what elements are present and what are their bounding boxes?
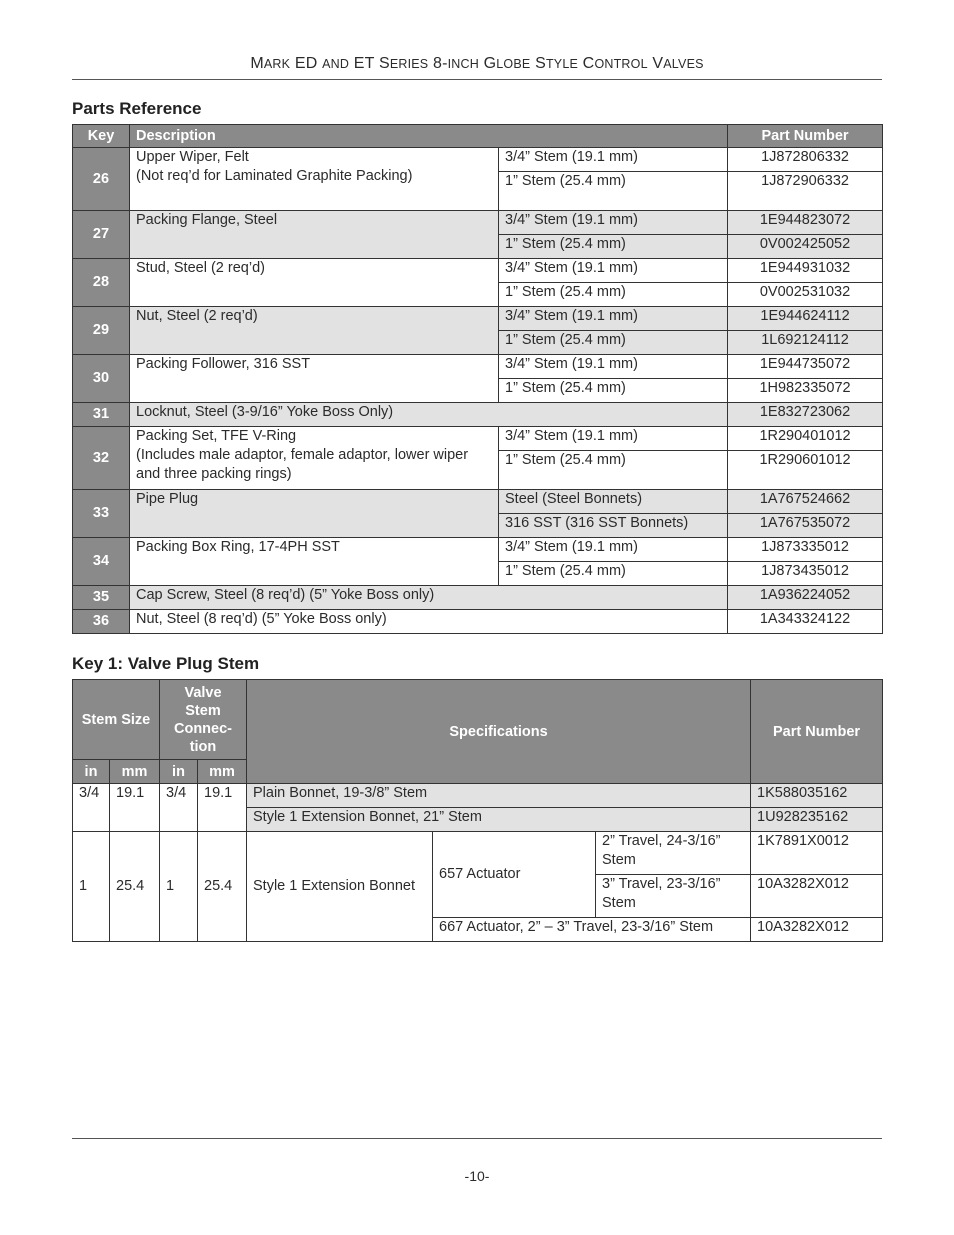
part-number-cell: 1E944735072 (728, 355, 883, 379)
conn-in-cell: 3/4 (160, 784, 198, 832)
key-cell: 28 (73, 259, 130, 307)
header-title-fragment: M (250, 55, 264, 72)
conn-mm-cell: 25.4 (198, 832, 247, 942)
spec-cell: 3/4” Stem (19.1 mm) (499, 355, 728, 379)
part-number-cell: 1A767535072 (728, 514, 883, 538)
stem-mm-cell: 25.4 (110, 832, 160, 942)
header-title-fragment: INCH (447, 57, 479, 71)
description-cell: Packing Set, TFE V-Ring (Includes male adaptor, female adaptor, lower wiper and three packing rings) (130, 427, 499, 490)
key1-title: Key 1: Valve Plug Stem (72, 654, 260, 673)
spec-cell: 3/4” Stem (19.1 mm) (499, 211, 728, 235)
spec-cell: 3/4” Stem (19.1 mm) (499, 307, 728, 331)
parts-row (73, 211, 883, 235)
header-title-fragment: ONTROL (594, 57, 648, 71)
spec-cell: 1” Stem (25.4 mm) (499, 331, 728, 355)
parts-row (73, 490, 883, 514)
description-header: Description (130, 125, 728, 148)
spec-cell: Style 1 Extension Bonnet, 21” Stem (247, 808, 751, 832)
travel-cell: 3” Travel, 23-3/16” Stem (596, 875, 751, 918)
key-cell: 35 (73, 586, 130, 610)
part-number-cell: 0V002531032 (728, 283, 883, 307)
parts-row (73, 610, 883, 634)
spec-cell: 1” Stem (25.4 mm) (499, 451, 728, 490)
header-title-fragment: C (578, 55, 595, 72)
parts-row (73, 586, 883, 610)
stem-size-header: Stem Size (73, 680, 160, 760)
spec-cell: 1” Stem (25.4 mm) (499, 379, 728, 403)
conn-mm-cell: 19.1 (198, 784, 247, 832)
stem-in-header: in (73, 760, 110, 784)
part-number-cell: 1E944931032 (728, 259, 883, 283)
spec-cell: 3/4” Stem (19.1 mm) (499, 427, 728, 451)
description-cell: Stud, Steel (2 req’d) (130, 259, 499, 307)
key-cell: 34 (73, 538, 130, 586)
footer-rule (72, 1138, 882, 1139)
conn-in-header: in (160, 760, 198, 784)
part-number-cell: 1J872806332 (728, 148, 883, 172)
header-title-fragment: ERIES (389, 57, 429, 71)
travel-cell: 2” Travel, 24-3/16” Stem (596, 832, 751, 875)
spec-cell: 1” Stem (25.4 mm) (499, 283, 728, 307)
part-number-cell: 1J873335012 (728, 538, 883, 562)
part-number-cell: 1K588035162 (751, 784, 883, 808)
page-header (72, 55, 882, 73)
description-cell: Upper Wiper, Felt (Not req’d for Laminated Graphite Packing) (130, 148, 499, 211)
header-rule (72, 79, 882, 80)
stem-in-cell: 1 (73, 832, 110, 942)
part-number-cell: 1K7891X0012 (751, 832, 883, 875)
part-number-cell: 1H982335072 (728, 379, 883, 403)
key-cell: 26 (73, 148, 130, 211)
stem-part-number-header: Part Number (751, 680, 883, 784)
spec-cell: Steel (Steel Bonnets) (499, 490, 728, 514)
part-number-cell: 1R290601012 (728, 451, 883, 490)
part-number-cell: 1E944624112 (728, 307, 883, 331)
parts-reference-title: Parts Reference (72, 99, 202, 118)
spec-cell: 316 SST (316 SST Bonnets) (499, 514, 728, 538)
description-cell: Packing Box Ring, 17-4PH SST (130, 538, 499, 586)
stem-row (73, 784, 883, 808)
header-title-fragment: ARK (263, 57, 291, 71)
description-cell: Cap Screw, Steel (8 req’d) (5” Yoke Boss only) (130, 586, 728, 610)
part-number-cell: 1J873435012 (728, 562, 883, 586)
spec-cell: 3/4” Stem (19.1 mm) (499, 538, 728, 562)
description-cell: Nut, Steel (8 req’d) (5” Yoke Boss only) (130, 610, 728, 634)
spec-cell: 1” Stem (25.4 mm) (499, 172, 728, 211)
part-number-cell: 1U928235162 (751, 808, 883, 832)
parts-row (73, 538, 883, 562)
stem-row (73, 832, 883, 875)
part-number-cell: 1L692124112 (728, 331, 883, 355)
spec-cell: 1” Stem (25.4 mm) (499, 235, 728, 259)
header-title-fragment: TYLE (545, 57, 579, 71)
part-number-cell: 1A343324122 (728, 610, 883, 634)
conn-mm-header: mm (198, 760, 247, 784)
key-cell: 27 (73, 211, 130, 259)
part-number-cell: 10A3282X012 (751, 918, 883, 942)
spec-cell: 1” Stem (25.4 mm) (499, 562, 728, 586)
header-title-fragment: V (647, 55, 664, 72)
page-number: -10- (464, 1168, 490, 1184)
actuator-cell: 657 Actuator (433, 832, 596, 918)
description-cell: Packing Follower, 316 SST (130, 355, 499, 403)
key-cell: 36 (73, 610, 130, 634)
spec-cell: Plain Bonnet, 19-3/8” Stem (247, 784, 751, 808)
part-number-cell: 1E832723062 (728, 403, 883, 427)
parts-row (73, 355, 883, 379)
key-header: Key (73, 125, 130, 148)
key-cell: 32 (73, 427, 130, 490)
valve-stem-connection-header: Valve Stem Connec- tion (160, 680, 247, 760)
description-cell: Packing Flange, Steel (130, 211, 499, 259)
part-number-cell: 1E944823072 (728, 211, 883, 235)
header-title-fragment: AND (322, 57, 350, 71)
part-number-cell: 1J872906332 (728, 172, 883, 211)
parts-row (73, 403, 883, 427)
parts-reference-table (72, 124, 883, 634)
parts-row (73, 148, 883, 172)
header-title-fragment: ALVES (663, 57, 704, 71)
stem-mm-header: mm (110, 760, 160, 784)
parts-row (73, 427, 883, 451)
bonnet-cell: Style 1 Extension Bonnet (247, 832, 433, 942)
header-title-fragment: ET S (349, 55, 390, 72)
key-cell: 31 (73, 403, 130, 427)
header-title-fragment: G (478, 55, 497, 72)
spec-cell: 3/4” Stem (19.1 mm) (499, 259, 728, 283)
stem-header-row (73, 680, 883, 760)
description-cell: Nut, Steel (2 req’d) (130, 307, 499, 355)
part-number-cell: 1A767524662 (728, 490, 883, 514)
part-number-cell: 0V002425052 (728, 235, 883, 259)
key-cell: 33 (73, 490, 130, 538)
parts-row (73, 307, 883, 331)
key-cell: 30 (73, 355, 130, 403)
header-title-fragment: 8- (428, 55, 448, 72)
specifications-header: Specifications (247, 680, 751, 784)
part-number-cell: 1A936224052 (728, 586, 883, 610)
header-title-fragment: LOBE (496, 57, 531, 71)
description-cell: Pipe Plug (130, 490, 499, 538)
header-title-fragment: S (530, 55, 546, 72)
stem-in-cell: 3/4 (73, 784, 110, 832)
stem-mm-cell: 19.1 (110, 784, 160, 832)
conn-in-cell: 1 (160, 832, 198, 942)
part-number-cell: 1R290401012 (728, 427, 883, 451)
parts-header-row (73, 125, 883, 148)
valve-plug-stem-table (72, 679, 883, 942)
key-cell: 29 (73, 307, 130, 355)
part-number-header: Part Number (728, 125, 883, 148)
description-cell: Locknut, Steel (3-9/16” Yoke Boss Only) (130, 403, 728, 427)
alt-actuator-cell: 667 Actuator, 2” – 3” Travel, 23-3/16” Stem (433, 918, 751, 942)
parts-row (73, 259, 883, 283)
header-title-fragment: ED (290, 55, 323, 72)
part-number-cell: 10A3282X012 (751, 875, 883, 918)
spec-cell: 3/4” Stem (19.1 mm) (499, 148, 728, 172)
